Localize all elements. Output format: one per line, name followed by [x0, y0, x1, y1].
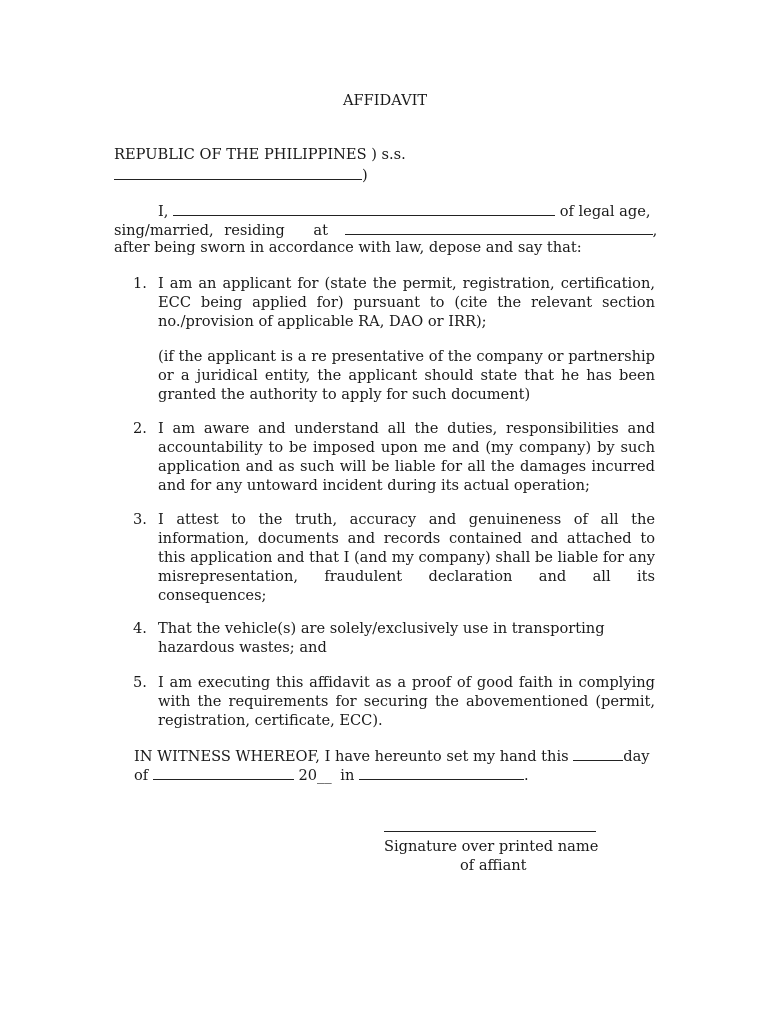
witness-line-2: [134, 765, 529, 784]
legal-age-text: of legal age,: [559, 203, 651, 220]
address-comma: ,: [652, 222, 658, 239]
item-number: 2.: [133, 420, 147, 437]
year-text: 20__: [298, 767, 332, 784]
item-number: 5.: [133, 674, 147, 691]
ss-text: ) s.s.: [371, 146, 406, 163]
in-text: in: [340, 767, 355, 784]
intro-line-1: [158, 201, 651, 220]
signature-caption-affiant: of affiant: [460, 857, 527, 874]
intro-line-2: [114, 220, 657, 239]
signature-caption: Signature over printed name: [384, 838, 599, 855]
period-text: .: [524, 767, 529, 784]
intro-line-3: after being sworn in accordance with law, depose and say that:: [114, 239, 582, 256]
republic-text: REPUBLIC OF THE PHILIPPINES: [114, 146, 367, 163]
item-text: I am aware and understand all the duties, responsibilities and accountability to be imposed upon me and (my company) by such application and as such will be liable for all the damages incurred and for any untoward incident during its actual operation;: [158, 420, 655, 494]
venue-republic-line: [114, 146, 406, 163]
i-label: I,: [158, 203, 169, 220]
document-title: AFFIDAVIT: [343, 92, 428, 109]
month-blank: [153, 765, 294, 780]
item-number: 1.: [133, 275, 147, 292]
place-blank: [359, 765, 524, 780]
status-text: sing/married,: [114, 222, 214, 239]
witness-text: IN WITNESS WHEREOF, I have hereunto set my hand this: [134, 748, 569, 765]
item-text: I am executing this affidavit as a proof of good faith in complying with the requirements for securing the abovementioned (permit, registration, certificate, ECC).: [158, 674, 655, 729]
day-text: day: [623, 748, 650, 765]
at-text: at: [313, 222, 328, 239]
witness-line-1: [134, 746, 650, 765]
venue-close-paren: ): [362, 167, 368, 184]
item-text: I am an applicant for (state the permit, registration, certification, ECC being applied for) pursuant to (cite the relevant section no./provision of applicable RA, DAO or IRR);: [158, 275, 655, 330]
item-number: 4.: [133, 620, 147, 637]
venue-blank: [114, 165, 362, 180]
item-number: 3.: [133, 511, 147, 528]
signature-line: [384, 831, 596, 832]
day-blank: [573, 746, 623, 761]
item-text: I attest to the truth, accuracy and genuineness of all the information, documents and records contained and attached to this application and that I (and my company) shall be liable for any misrepresentation, fraudulent declaration and all its consequences;: [158, 511, 655, 604]
venue-blank-line: [114, 165, 368, 184]
address-blank: [345, 220, 653, 235]
name-blank: [173, 201, 555, 216]
item-text: That the vehicle(s) are solely/exclusively use in transporting hazardous wastes; and: [158, 620, 605, 656]
residing-text: residing: [224, 222, 285, 239]
of-text: of: [134, 767, 149, 784]
